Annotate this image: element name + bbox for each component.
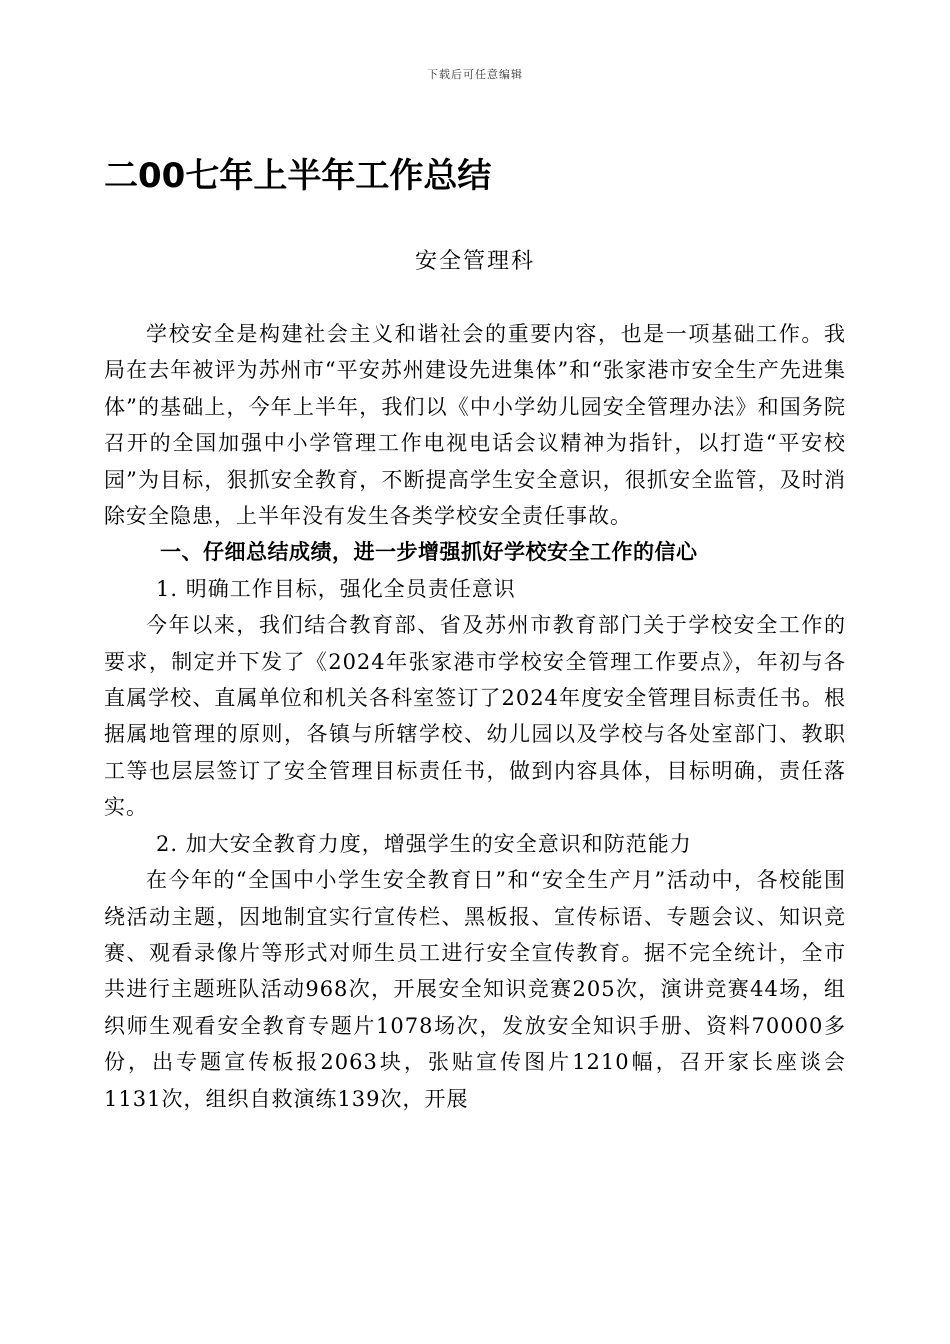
subsection-paragraph: 在今年的“全国中小学生安全教育日”和“安全生产月”活动中，各校能围绕活动主题，因地制宜实行宣传栏、黑板报、宣传标语、专题会议、知识竞赛、观看录像片等形式对师生员工进行安全宣传教育。据不完全统计，全市共进行主题班队活动968次，开展安全知识竞赛205次，演讲竞赛44场，组织师生观看安全教育专题片1078场次，发放安全知识手册、资料70000多份，出专题宣传板报2063块，张贴宣传图片1210幅，召开家长座谈会1131次，组织自救演练139次，开展 [104, 868, 846, 1111]
section-heading: 一、仔细总结成绩，进一步增强抓好学校安全工作的信心 [160, 540, 698, 565]
intro-paragraph: 学校安全是构建社会主义和谐社会的重要内容，也是一项基础工作。我局在去年被评为苏州市“平安苏州建设先进集体”和“张家港市安全生产先进集体”的基础上，今年上半年，我们以《中小学幼儿园安全管理办法》和国务院召开的全国加强中小学管理工作电视电话会议精神为指针，以打造“平安校园”为目标，狠抓安全教育，不断提高学生安全意识，很抓安全监管，及时消除安全隐患，上半年没有发生各类学校安全责任事故。 [104, 322, 846, 529]
subsection-paragraph: 今年以来，我们结合教育部、省及苏州市教育部门关于学校安全工作的要求，制定并下发了《2024年张家港市学校安全管理工作要点》，年初与各直属学校、直属单位和机关各科室签订了2024年度安全管理目标责任书。根据属地管理的原则，各镇与所辖学校、幼儿园以及学校与各处室部门、教职工等也层层签订了安全管理目标责任书，做到内容具体，目标明确，责任落实。 [104, 613, 846, 820]
document-title: 二00七年上半年工作总结 [104, 156, 492, 196]
subsection-heading: 1. 明确工作目标，强化全员责任意识 [156, 576, 516, 601]
document-body [104, 316, 846, 1117]
department-name: 安全管理科 [414, 249, 535, 274]
page-header-note: 下载后可任意编辑 [427, 68, 523, 81]
subsection-heading: 2. 加大安全教育力度，增强学生的安全意识和防范能力 [156, 831, 692, 856]
